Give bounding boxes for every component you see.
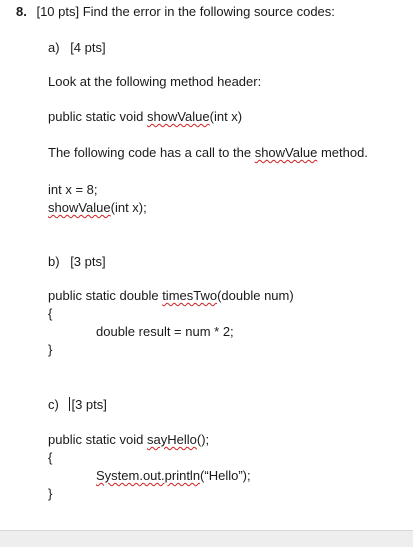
- part-c-heading: [48, 397, 107, 413]
- question-header: [16, 4, 335, 20]
- part-b-body: double result = num * 2;: [96, 324, 234, 339]
- part-b-signature: [48, 288, 294, 304]
- part-c-body: [96, 468, 251, 484]
- part-b-close-brace: }: [48, 342, 53, 357]
- part-c-close-brace: }: [48, 486, 53, 501]
- header-method-name: showValue: [147, 109, 210, 124]
- header-prefix: public static void: [48, 109, 147, 124]
- header-suffix: (int x): [209, 109, 243, 124]
- sig-prefix: public static double: [48, 288, 163, 303]
- part-c-signature: [48, 432, 209, 448]
- part-b-label: b): [48, 254, 60, 269]
- println-args: (“Hello”);: [200, 468, 251, 483]
- code-call-args: (int x);: [110, 200, 147, 215]
- call-text-method: showValue: [254, 145, 318, 160]
- call-text-prefix: The following code has a call to the: [48, 145, 255, 160]
- page-footer-bar: [0, 530, 413, 547]
- part-a-label: a): [48, 40, 60, 55]
- sig-method-name: sayHello: [147, 432, 197, 447]
- part-a-call-description: [48, 145, 368, 161]
- println-call: System.out.println: [96, 468, 201, 483]
- part-c-open-brace: {: [48, 450, 53, 465]
- question-number: 8.: [16, 4, 27, 19]
- part-a-code-line-2: [48, 200, 147, 216]
- part-a-points: [4 pts]: [70, 40, 106, 55]
- sig-suffix: ();: [196, 432, 210, 447]
- question-title: [10 pts] Find the error in the following source codes:: [36, 4, 335, 19]
- code-call-method: showValue: [48, 200, 111, 215]
- part-a-heading: [48, 40, 106, 56]
- part-c-points: [3 pts]: [71, 397, 107, 412]
- part-a-intro: Look at the following method header:: [48, 74, 262, 89]
- sig-method-name: timesTwo: [162, 288, 218, 303]
- part-b-points: [3 pts]: [70, 254, 106, 269]
- part-a-method-header: [48, 109, 242, 125]
- sig-prefix: public static void: [48, 432, 147, 447]
- call-text-suffix: method.: [317, 145, 368, 160]
- part-a-code-line-1: int x = 8;: [48, 182, 98, 197]
- part-c-label: c): [48, 397, 59, 412]
- sig-suffix: (double num): [217, 288, 294, 303]
- part-b-open-brace: {: [48, 306, 53, 321]
- part-b-heading: [48, 254, 106, 270]
